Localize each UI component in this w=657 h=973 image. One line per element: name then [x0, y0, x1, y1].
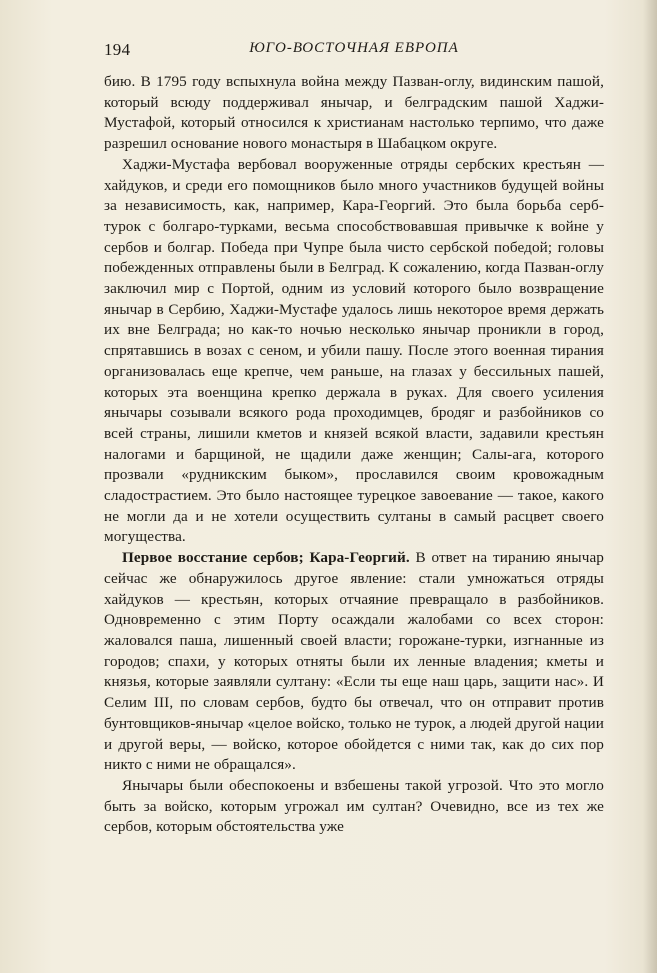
paragraph-1: бию. В 1795 году вспыхнула война между Пазван-оглу, видинским пашой, который всюду поддерживал янычар, и белградским пашой Хаджи-Мустафой, который относился к христианам настолько терпимо, что даже разрешил основание нового монастыря в Шабацком округе. [104, 73, 604, 153]
section-heading: Первое восстание сербов; Кара-Георгий. [122, 549, 410, 567]
running-head: ЮГО-ВОСТОЧНАЯ ЕВРОПА [249, 40, 459, 56]
page-number: 194 [104, 40, 131, 59]
page-header [104, 40, 604, 64]
body-text [104, 72, 604, 838]
paragraph-2: Хаджи-Мустафа вербовал вооруженные отряды сербских крестьян — хайдуков, и среди его помощников было много участников будущей войны за независимость, как, например, Кара-Георгий. Это была борьба серб-турок с болгаро-турками, весьма способствовавшая привычке к войне у сербов и болгар. Победа при Чупре была чисто сербской победой; головы побежденных отправлены были в Белград. К сожалению, когда Пазван-оглу заключил мир с Портой, одним из условий которого было возвращение янычар в Сербию, Хаджи-Мустафе удалось лишь некоторое время держать их вне Белграда; но как-то ночью несколько янычар проникли в город, спрятавшись в возах с сеном, и убили пашу. После этого военная тирания организовалась еще крепче, чем раньше, на глазах у бессильных пашей, которых эта военщина крепко держала в руках. Для своего усиления янычары созывали всякого рода проходимцев, бродяг и разбойников со всей страны, лишили кметов и князей всякой власти, задавили крестьян налогами и барщиной, не щадили даже женщин; Салы-ага, которого прозвали «рудникским быком», прославился своим кровожадным сладострастием. Это было настоящее турецкое завоевание — такое, какого не могли да и не хотели осуществить султаны в самый расцвет своего могущества. [104, 155, 604, 546]
paragraph-4: Янычары были обеспокоены и взбешены такой угрозой. Что это могло быть за войско, которым угрожал им султан? Очевидно, все из тех же сербов, которым обстоятельства уже [104, 776, 604, 836]
paragraph-3 [104, 548, 604, 776]
paragraph-3-text: В ответ на тиранию янычар сейчас же обнаружилось другое явление: стали умножаться отряды хайдуков — крестьян, которых отчаяние превращало в разбойников. Одновременно с этим Порту осаждали жалобами со всех сторон: жаловался паша, лишенный своей власти; горожане-турки, изгнанные из городов; спахи, у которых отняты были их ленные владения; кметы и князья, которые заявляли султану: «Если ты еще наш царь, защити нас». И Селим III, по словам сербов, будто бы отвечал, что он отправит против бунтовщиков-янычар «целое войско, только не турок, а людей другой нации и другой веры, — войско, которое обойдется с ними так, как до сих пор никто с ними не обращался». [104, 549, 604, 774]
page-edge-shadow [643, 0, 657, 973]
